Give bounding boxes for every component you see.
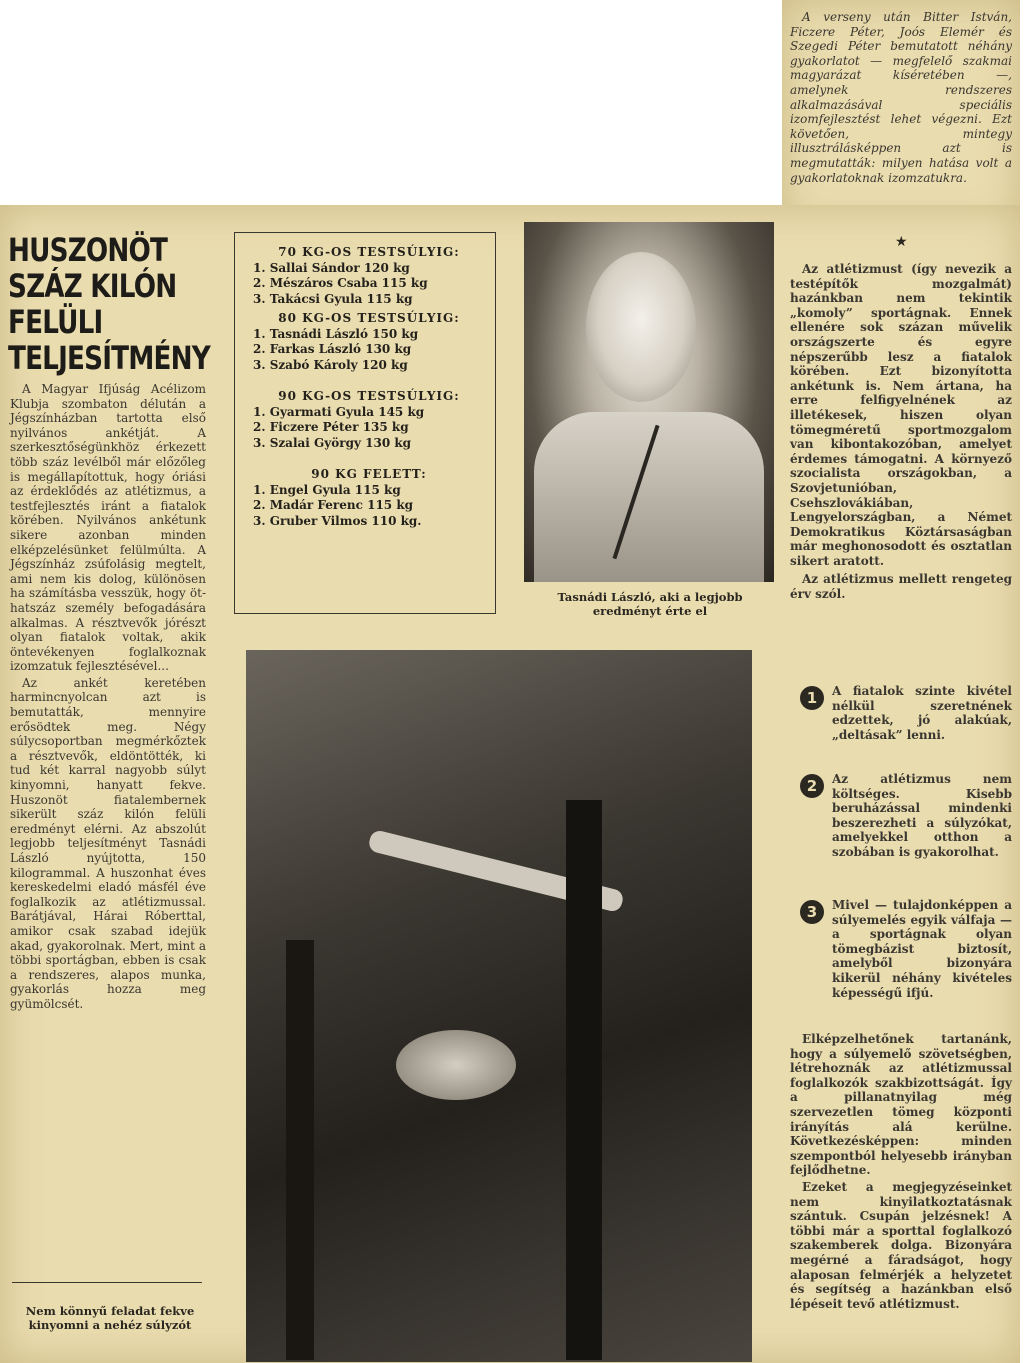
results-row: 2. Madár Ferenc 115 kg (253, 498, 414, 512)
results-category-title: 90 KG-OS TESTSÚLYIG: (278, 389, 460, 403)
headline-line-1: HUSZONÖT (8, 231, 168, 269)
portrait-photo (524, 222, 774, 582)
results-row: 3. Szalai György 130 kg (253, 435, 412, 450)
top-right-paragraph: A verseny után Bitter István, Ficzere Péter, Joós Elemér és Szegedi Péter bemutatott néhány gyakorlatot — megfelelő szakmai magyarázat kíséretében —, amelynek rendszeres alkalmazásával speciális izomfejlesztést lehet végezni. Ezt követően, mintegy illusztrálásképpen azt is megmutatták: milyen hatása volt a gyakorlatoknak izomzatukra. (790, 10, 1012, 185)
left-paragraph-1: A Magyar Ifjúság Acélizom Klubja szombaton délután a Jégszínházban tartotta első nyilvános ankétját. A szerkesztőségünkhöz érkezett több száz levélből már előzőleg is megállapítottuk, hogy óriási az érdeklődés az atlétizmus, a testfejlesztés iránt a fiatalok körében. Nyilvános ankétunk sikere azonban minden elképzelésünket felülmúlta. A Jégszínház zsúfolásig megtelt, ami nem kis dolog, különösen ha számításba vesszük, hogy öt-hatszáz személy befogadására alkalmas. A résztvevők jórészt olyan fiatalok voltak, akik öntevékenyen foglalkoznak izomzatuk fejlesztésével... (10, 382, 206, 674)
right-intro-paragraph: Az atlétizmust (így nevezik a testépítők mozgalmát) hazánkban nem tekintik „komoly” sportágnak. Ennek ellenére sok százan művelik országszerte és egyre népszerűbb lesz a fiatalok körében. Ezt bizonyította ankétunk is. Nem ártana, ha erre felfigyelnének az illetékesek, hiszen olyan tömegméretű sportmozgalom van kibontakozóban, amelyet érdemes támogatni. A környező szocialista országokban, a Szovjetunióban, Csehszlovákiában, Lengyelországban, a Német Demokratikus Köztársaságban már meghonosodott és osztatlan sikert aratott. (790, 262, 1012, 568)
photo-rack-post-left (286, 940, 314, 1360)
results-row: 3. Szabó Károly 120 kg (253, 357, 408, 372)
results-row: 1. Tasnádi László 150 kg (253, 326, 419, 341)
results-row: 3. Gruber Vilmos 110 kg. (253, 513, 422, 528)
point-number-3: 3 (800, 900, 824, 924)
point-1-text: A fiatalok szinte kivétel nélkül szeretnének edzettek, jó alakúak, „deltásak” lenni. (832, 684, 1012, 742)
results-box (234, 232, 496, 614)
results-category-title: 70 KG-OS TESTSÚLYIG: (278, 245, 460, 259)
photo-shirt (534, 412, 764, 582)
portrait-caption: Tasnádi László, aki a legjobb eredményt érte el (557, 590, 743, 618)
top-right-text (790, 10, 1012, 187)
results-row: 2. Ficzere Péter 135 kg (253, 420, 409, 434)
left-paragraph-2: Az ankét keretében harmincnyolcan azt is bemutatták, mennyire erősödtek meg. Négy súlycsoportban megmérkőztek a résztvevők, eldöntötték, ki tud két karral nagyobb súlyt kinyomni, hanyatt fekve. Huszonöt fiatalembernek sikerült száz kilón felüli eredményt elérni. Az abszolút legjobb teljesítményt Tasnádi László nyújtotta, 150 kilogrammal. A huszonhat éves kereskedelmi eladó másfél éve foglalkozik az atlétizmussal. Barátjával, Hárai Róberttal, amikor csak szabad idejük akad, gyakorolnak. Mert, mint a többi sportágban, ebben is csak a rendszeres, alapos munka, gyakorlás hozza meg gyümölcsét. (10, 675, 206, 1011)
results-row: 3. Takácsi Gyula 115 kg (253, 291, 413, 306)
right-intro-argument: Az atlétizmus mellett rengeteg érv szól. (790, 572, 1012, 602)
right-column-closing (790, 1032, 1012, 1313)
results-row: 2. Mészáros Csaba 115 kg (253, 276, 428, 290)
left-column (10, 382, 206, 1014)
right-closing-paragraph-1: Elképzelhetőnek tartanánk, hogy a súlyemelő szövetségben, létrehoznák az atlétizmussal foglalkozók szakbizottságát. Így a pillanatnyilag még szervezetlen tömeg központi irányítás alá kerülne. Következésképpen: minden szempontból helyesebb irányban fejlődhetne. (790, 1032, 1012, 1178)
photo-lifter-head (396, 1030, 516, 1100)
results-row: 2. Farkas László 130 kg (253, 342, 412, 356)
headline-line-3: FELÜLI (8, 303, 103, 341)
headline-line-2: SZÁZ KILÓN (8, 267, 177, 305)
bench-press-photo (246, 650, 752, 1362)
headline-line-4: TELJESÍTMÉNY (8, 339, 210, 377)
point-number-2: 2 (800, 774, 824, 798)
results-category-title: 80 KG-OS TESTSÚLYIG: (278, 311, 460, 325)
results-row: 1. Gyarmati Gyula 145 kg (253, 404, 425, 419)
results-row: 1. Sallai Sándor 120 kg (253, 260, 410, 275)
bottom-left-caption: Nem könnyű feladat fekve kinyomni a nehéz súlyzót (25, 1304, 195, 1332)
point-3-text: Mivel — tulajdonképpen a súlyemelés egyik válfaja — a sportágnak olyan tömegbázist biztosít, amelyből bizonyára kikerül néhány kivételes képességű ifjú. (832, 898, 1012, 1000)
headline (8, 231, 210, 377)
point-2-text: Az atlétizmus nem költséges. Kisebb beruházással mindenki beszerezheti a súlyzókat, amelyekkel otthon a szobában is gyakorolhat. (832, 772, 1012, 859)
results-category-title: 90 KG FELETT: (311, 467, 427, 481)
left-divider (12, 1282, 202, 1283)
photo-face (586, 252, 696, 402)
right-closing-paragraph-2: Ezeket a megjegyzéseinket nem kinyilatkoztatásnak szántuk. Csupán jelzésnek! A többi már a sporttal foglalkozó szakemberek dolga. Bizonyára megérné a fáradságot, hogy alaposan felmérjék a helyzetet és segítség a hazánkban első lépéseit tevő atlétizmust. (790, 1179, 1012, 1311)
right-column-intro (790, 262, 1012, 604)
results-row: 1. Engel Gyula 115 kg (253, 482, 401, 497)
photo-rack-post-right (566, 800, 602, 1360)
point-number-1: 1 (800, 686, 824, 710)
star-separator: ★ (895, 234, 908, 250)
